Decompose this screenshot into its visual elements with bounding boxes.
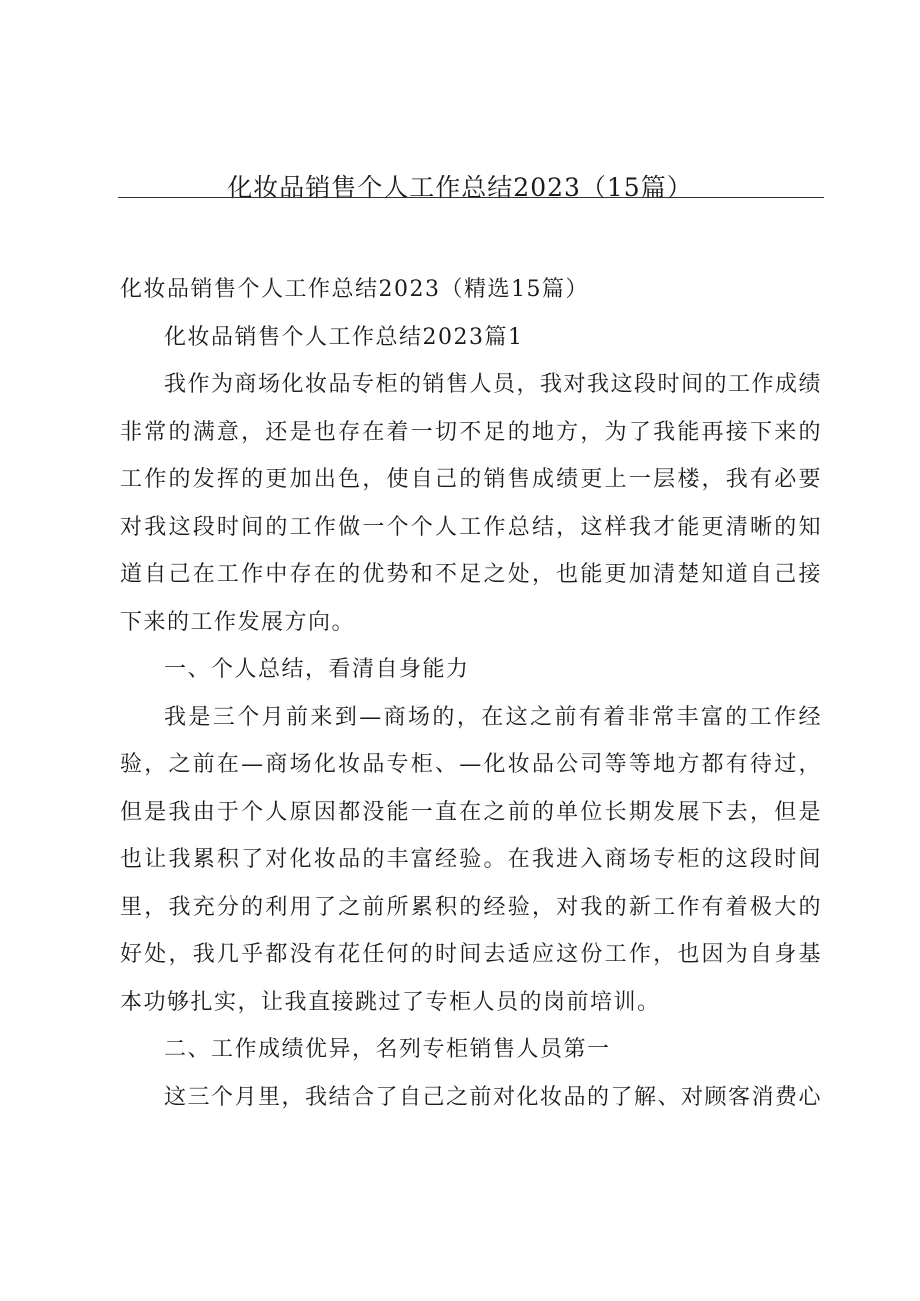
page-title: 化妆品销售个人工作总结2023（15篇） <box>227 173 693 202</box>
subheading: 二、工作成绩优异，名列专柜销售人员第一 <box>164 1037 611 1062</box>
paragraph: 这三个月里，我结合了自己之前对化妆品的了解、对顾客消费心 <box>164 1084 823 1110</box>
section-heading: 化妆品销售个人工作总结2023篇1 <box>164 324 524 350</box>
document-subtitle: 化妆品销售个人工作总结2023（精选15篇） <box>120 277 589 302</box>
paragraph: 我作为商场化妆品专柜的销售人员，我对我这段时间的工作成绩非常的满意，还是也存在着一切不足的地方，为了我能再接下来的工作的发挥的更加出色，使自己的销售成绩更上一层楼，我有必要对我这段时间的工作做一个个人工作总结，这样我才能更清晰的知道自己在工作中存在的优势和不足之处，也能更加清楚知道自己接下来的工作发展方向。 <box>120 372 823 635</box>
paragraph: 我是三个月前来到—商场的，在这之前有着非常丰富的工作经验，之前在—商场化妆品专柜、—化妆品公司等等地方都有待过，但是我由于个人原因都没能一直在之前的单位长期发展下去，但是也让我累积了对化妆品的丰富经验。在我进入商场专柜的这段时间里，我充分的利用了之前所累积的经验，对我的新工作有着极大的好处，我几乎都没有花任何的时间去适应这份工作，也因为自身基本功够扎实，让我直接跳过了专柜人员的岗前培训。 <box>120 704 822 1015</box>
subheading: 一、个人总结，看清自身能力 <box>164 657 470 682</box>
title-underline <box>118 197 824 198</box>
document-body <box>120 266 822 1121</box>
